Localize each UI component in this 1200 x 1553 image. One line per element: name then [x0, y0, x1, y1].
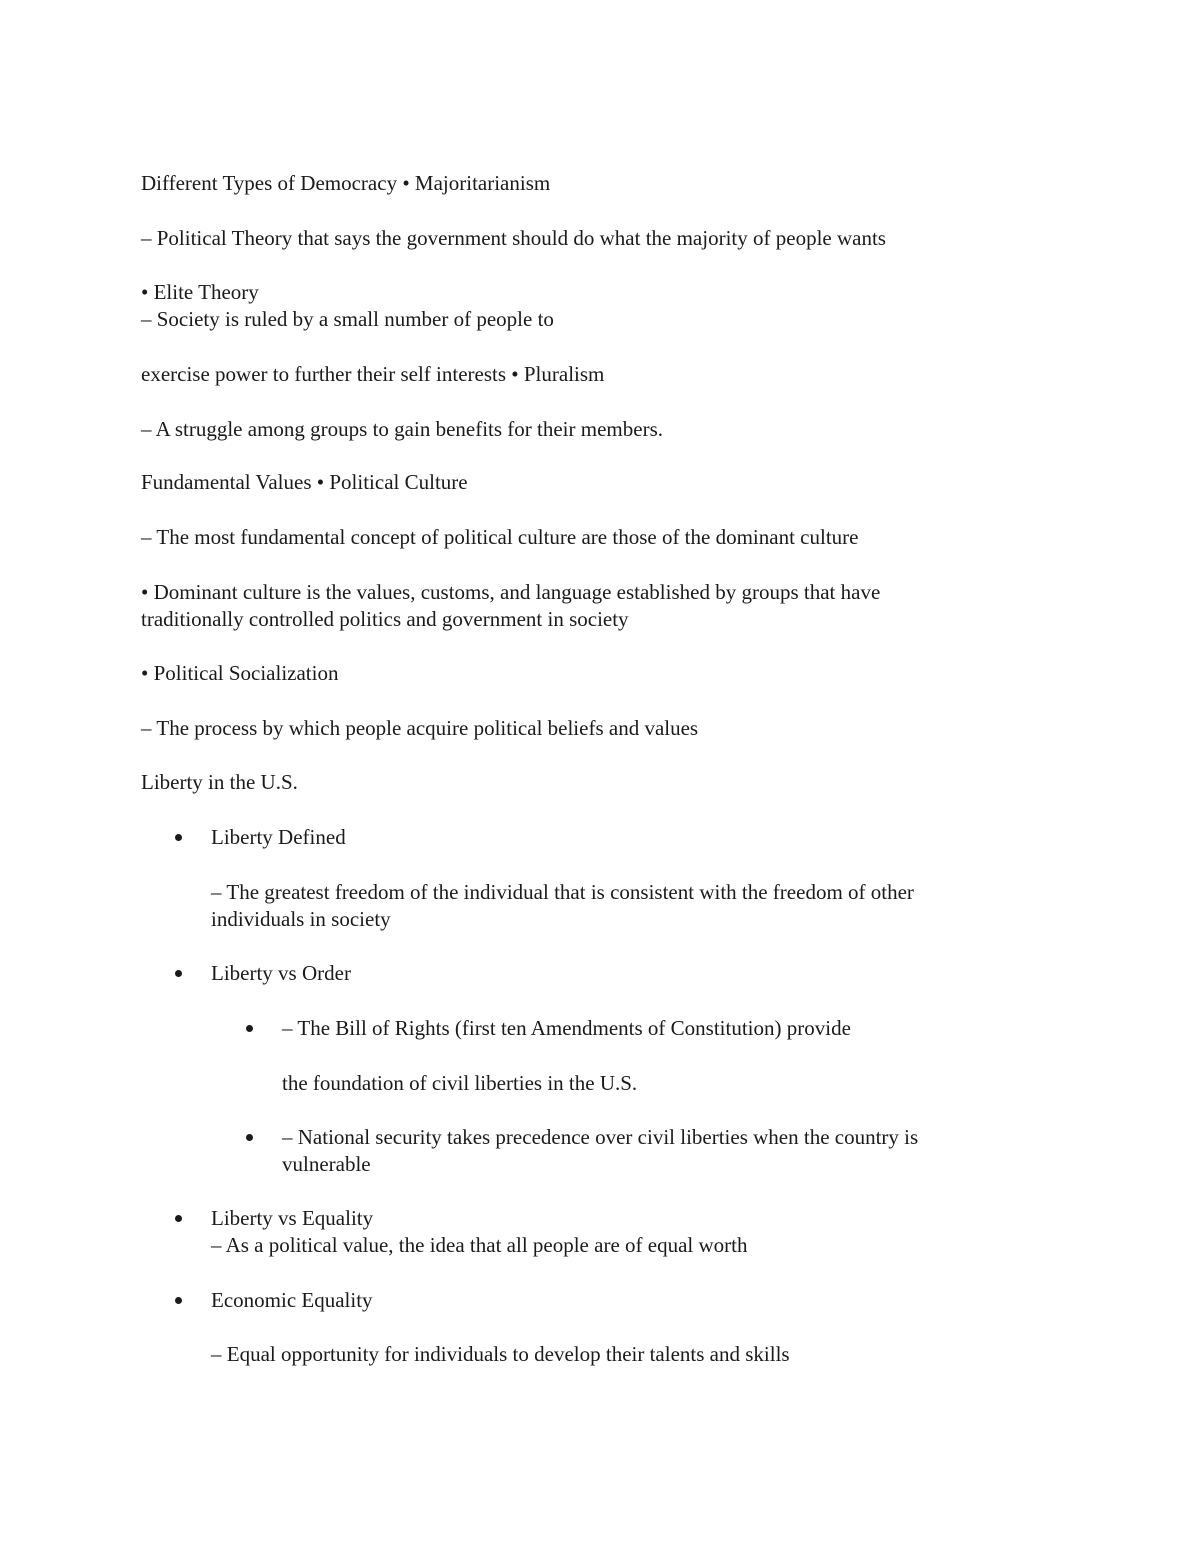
text-line: – Equal opportunity for individuals to develop their talents and skills [211, 1342, 790, 1366]
text-line: Fundamental Values • Political Culture [141, 470, 468, 494]
text-line: – The process by which people acquire political beliefs and values [141, 716, 699, 740]
text-line: Liberty in the U.S. [141, 770, 298, 794]
text-line: Liberty vs Order [211, 961, 351, 985]
list-bullet [175, 1297, 182, 1304]
list-bullet [175, 834, 182, 841]
list-bullet [175, 970, 182, 977]
text-line: – A struggle among groups to gain benefits for their members. [141, 417, 663, 441]
list-bullet [175, 1215, 182, 1222]
text-line: – National security takes precedence over civil liberties when the country is [282, 1125, 919, 1149]
text-line: traditionally controlled politics and government in society [141, 607, 629, 631]
text-line: vulnerable [282, 1152, 371, 1176]
text-line: – As a political value, the idea that all people are of equal worth [211, 1233, 748, 1257]
text-line: • Dominant culture is the values, customs, and language established by groups that have [141, 580, 881, 604]
text-line: – The most fundamental concept of political culture are those of the dominant culture [141, 525, 859, 549]
text-line: the foundation of civil liberties in the U.S. [282, 1071, 638, 1095]
text-line: Economic Equality [211, 1288, 373, 1312]
list-bullet [246, 1134, 253, 1141]
text-line: – The Bill of Rights (first ten Amendments of Constitution) provide [282, 1016, 851, 1040]
text-line: individuals in society [211, 907, 391, 931]
text-line: – Political Theory that says the government should do what the majority of people wants [141, 226, 886, 250]
text-line: – Society is ruled by a small number of people to [141, 307, 554, 331]
list-bullet [246, 1025, 253, 1032]
text-line: Different Types of Democracy • Majoritarianism [141, 171, 551, 195]
text-line: exercise power to further their self interests • Pluralism [141, 362, 605, 386]
text-line: Liberty vs Equality [211, 1206, 374, 1230]
text-line: • Elite Theory [141, 280, 259, 304]
text-line: • Political Socialization [141, 661, 339, 685]
text-line: – The greatest freedom of the individual that is consistent with the freedom of other [211, 880, 914, 904]
text-line: Liberty Defined [211, 825, 346, 849]
